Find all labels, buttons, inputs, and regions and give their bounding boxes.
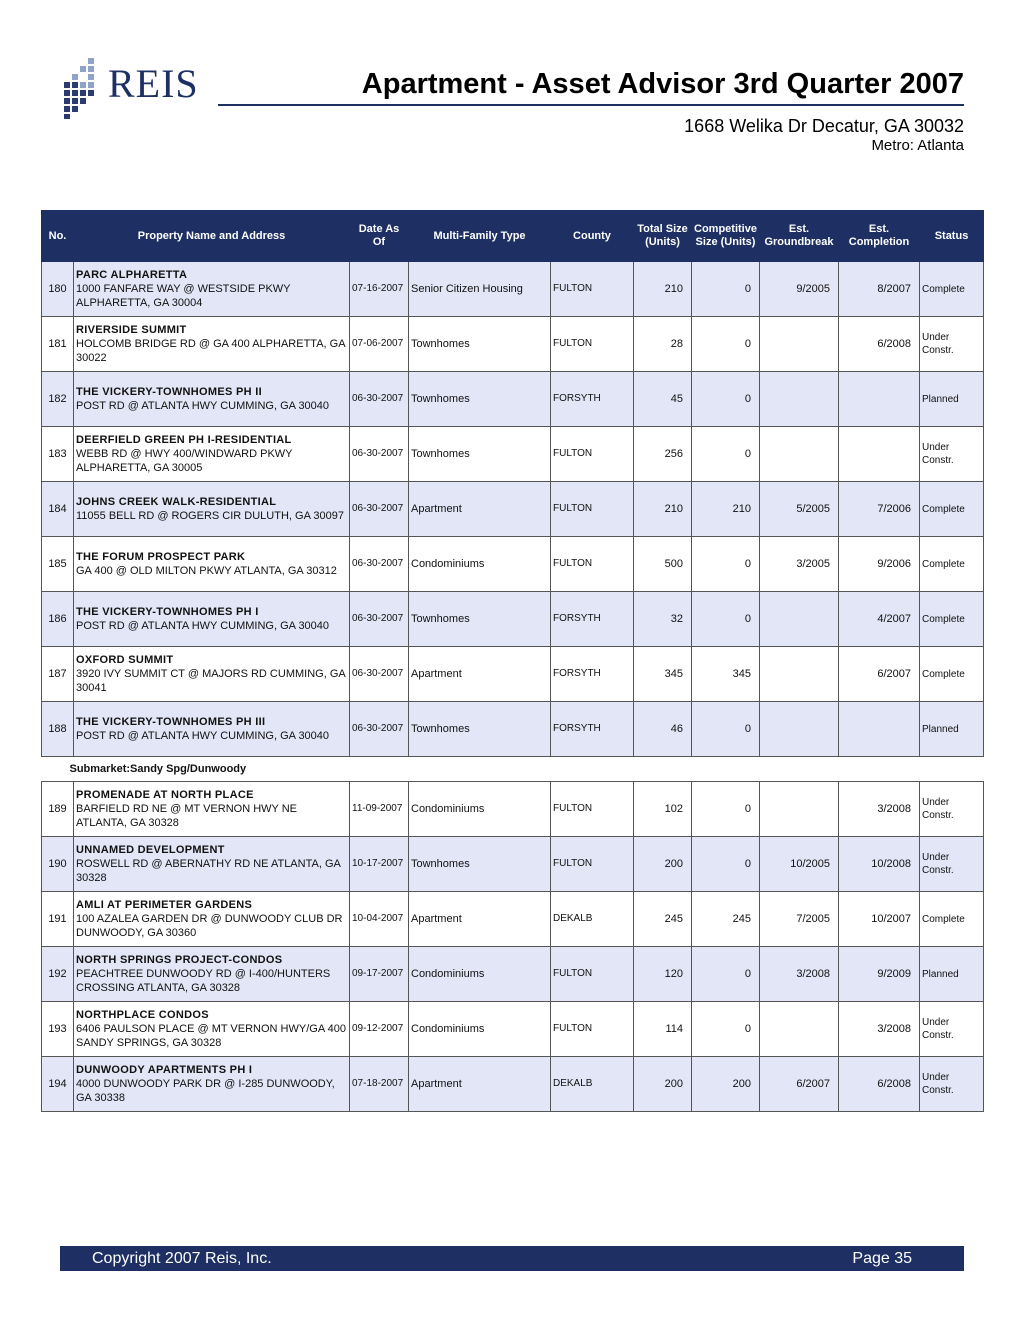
reis-logo bbox=[60, 56, 220, 120]
property-cell bbox=[74, 592, 350, 647]
county: FORSYTH bbox=[551, 647, 634, 702]
date-as-of: 06-30-2007 bbox=[350, 647, 409, 702]
multi-family-type: Condominiums bbox=[409, 537, 551, 592]
status: Under Constr. bbox=[920, 1057, 984, 1112]
competitive-size: 0 bbox=[692, 702, 760, 757]
county: FULTON bbox=[551, 317, 634, 372]
table-row bbox=[42, 592, 984, 647]
table-row bbox=[42, 1057, 984, 1112]
est-groundbreak bbox=[760, 427, 839, 482]
county: DEKALB bbox=[551, 1057, 634, 1112]
date-as-of: 07-16-2007 bbox=[350, 262, 409, 317]
competitive-size: 0 bbox=[692, 317, 760, 372]
table-row bbox=[42, 262, 984, 317]
county: FORSYTH bbox=[551, 702, 634, 757]
property-address: PEACHTREE DUNWOODY RD @ I-400/HUNTERS CROSSING ATLANTA, GA 30328 bbox=[76, 968, 331, 994]
table-body-a bbox=[42, 262, 984, 757]
table-row bbox=[42, 782, 984, 837]
est-groundbreak bbox=[760, 317, 839, 372]
property-address: ROSWELL RD @ ABERNATHY RD NE ATLANTA, GA 30328 bbox=[76, 858, 341, 884]
county: FORSYTH bbox=[551, 372, 634, 427]
est-groundbreak: 7/2005 bbox=[760, 892, 839, 947]
competitive-size: 0 bbox=[692, 427, 760, 482]
total-size: 200 bbox=[634, 1057, 692, 1112]
status: Under Constr. bbox=[920, 317, 984, 372]
est-completion: 10/2007 bbox=[839, 892, 920, 947]
multi-family-type: Apartment bbox=[409, 1057, 551, 1112]
table-row bbox=[42, 537, 984, 592]
date-as-of: 07-06-2007 bbox=[350, 317, 409, 372]
property-name: NORTHPLACE CONDOS bbox=[76, 1009, 209, 1021]
est-completion bbox=[839, 427, 920, 482]
property-cell bbox=[74, 1057, 350, 1112]
total-size: 114 bbox=[634, 1002, 692, 1057]
property-name: DUNWOODY APARTMENTS PH I bbox=[76, 1064, 253, 1076]
submarket-label: Submarket:Sandy Spg/Dunwoody bbox=[42, 757, 984, 782]
row-number: 183 bbox=[42, 427, 74, 482]
table-row bbox=[42, 1002, 984, 1057]
est-groundbreak: 3/2008 bbox=[760, 947, 839, 1002]
property-name: PROMENADE AT NORTH PLACE bbox=[76, 789, 254, 801]
logo-text: REIS bbox=[108, 61, 199, 106]
status: Complete bbox=[920, 592, 984, 647]
est-completion: 9/2009 bbox=[839, 947, 920, 1002]
row-number: 194 bbox=[42, 1057, 74, 1112]
col-header-total-size: Total Size (Units) bbox=[634, 211, 692, 262]
date-as-of: 07-18-2007 bbox=[350, 1057, 409, 1112]
row-number: 184 bbox=[42, 482, 74, 537]
competitive-size: 0 bbox=[692, 947, 760, 1002]
property-cell bbox=[74, 647, 350, 702]
property-address: POST RD @ ATLANTA HWY CUMMING, GA 30040 bbox=[76, 400, 330, 412]
property-address: POST RD @ ATLANTA HWY CUMMING, GA 30040 bbox=[76, 620, 330, 632]
date-as-of: 09-12-2007 bbox=[350, 1002, 409, 1057]
property-name: NORTH SPRINGS PROJECT-CONDOS bbox=[76, 954, 283, 966]
property-name: RIVERSIDE SUMMIT bbox=[76, 324, 187, 336]
page-footer bbox=[60, 1246, 964, 1271]
competitive-size: 0 bbox=[692, 782, 760, 837]
competitive-size: 0 bbox=[692, 837, 760, 892]
date-as-of: 06-30-2007 bbox=[350, 537, 409, 592]
est-groundbreak bbox=[760, 702, 839, 757]
competitive-size: 200 bbox=[692, 1057, 760, 1112]
property-cell bbox=[74, 837, 350, 892]
col-header-competitive-size: Competitive Size (Units) bbox=[692, 211, 760, 262]
reis-logo-icon bbox=[60, 56, 108, 120]
row-number: 189 bbox=[42, 782, 74, 837]
property-address: WEBB RD @ HWY 400/WINDWARD PKWY ALPHARETTA, GA 30005 bbox=[76, 448, 293, 474]
est-completion: 7/2006 bbox=[839, 482, 920, 537]
row-number: 181 bbox=[42, 317, 74, 372]
property-name: JOHNS CREEK WALK-RESIDENTIAL bbox=[76, 496, 277, 508]
header-rule bbox=[218, 104, 964, 106]
est-completion: 9/2006 bbox=[839, 537, 920, 592]
total-size: 345 bbox=[634, 647, 692, 702]
est-groundbreak: 9/2005 bbox=[760, 262, 839, 317]
table-row bbox=[42, 427, 984, 482]
row-number: 180 bbox=[42, 262, 74, 317]
page-number: Page 35 bbox=[852, 1250, 912, 1267]
property-name: UNNAMED DEVELOPMENT bbox=[76, 844, 225, 856]
status: Complete bbox=[920, 537, 984, 592]
date-as-of: 06-30-2007 bbox=[350, 702, 409, 757]
multi-family-type: Apartment bbox=[409, 482, 551, 537]
col-header-property: Property Name and Address bbox=[74, 211, 350, 262]
est-completion: 6/2008 bbox=[839, 317, 920, 372]
row-number: 192 bbox=[42, 947, 74, 1002]
property-cell bbox=[74, 892, 350, 947]
status: Under Constr. bbox=[920, 1002, 984, 1057]
multi-family-type: Townhomes bbox=[409, 702, 551, 757]
col-header-groundbreak: Est. Groundbreak bbox=[760, 211, 839, 262]
status: Complete bbox=[920, 482, 984, 537]
est-groundbreak bbox=[760, 782, 839, 837]
county: FULTON bbox=[551, 837, 634, 892]
property-cell bbox=[74, 782, 350, 837]
est-groundbreak bbox=[760, 647, 839, 702]
property-name: THE VICKERY-TOWNHOMES PH I bbox=[76, 606, 259, 618]
property-address: 1000 FANFARE WAY @ WESTSIDE PKWY ALPHARETTA, GA 30004 bbox=[76, 283, 291, 309]
county: FULTON bbox=[551, 262, 634, 317]
est-completion bbox=[839, 702, 920, 757]
total-size: 210 bbox=[634, 482, 692, 537]
county: DEKALB bbox=[551, 892, 634, 947]
date-as-of: 10-04-2007 bbox=[350, 892, 409, 947]
multi-family-type: Townhomes bbox=[409, 372, 551, 427]
multi-family-type: Condominiums bbox=[409, 1002, 551, 1057]
date-as-of: 06-30-2007 bbox=[350, 482, 409, 537]
table-row bbox=[42, 317, 984, 372]
date-as-of: 06-30-2007 bbox=[350, 592, 409, 647]
county: FULTON bbox=[551, 427, 634, 482]
property-cell bbox=[74, 317, 350, 372]
table-row bbox=[42, 482, 984, 537]
property-name: AMLI AT PERIMETER GARDENS bbox=[76, 899, 253, 911]
property-name: DEERFIELD GREEN PH I-RESIDENTIAL bbox=[76, 434, 292, 446]
county: FULTON bbox=[551, 782, 634, 837]
row-number: 190 bbox=[42, 837, 74, 892]
property-cell bbox=[74, 1002, 350, 1057]
property-address: 11055 BELL RD @ ROGERS CIR DULUTH, GA 30097 bbox=[76, 510, 344, 522]
property-address: BARFIELD RD NE @ MT VERNON HWY NE ATLANTA, GA 30328 bbox=[76, 803, 298, 829]
property-cell bbox=[74, 537, 350, 592]
total-size: 200 bbox=[634, 837, 692, 892]
total-size: 210 bbox=[634, 262, 692, 317]
competitive-size: 245 bbox=[692, 892, 760, 947]
col-header-status: Status bbox=[920, 211, 984, 262]
col-header-county: County bbox=[551, 211, 634, 262]
est-completion: 8/2007 bbox=[839, 262, 920, 317]
est-groundbreak bbox=[760, 1002, 839, 1057]
county: FULTON bbox=[551, 947, 634, 1002]
property-name: THE VICKERY-TOWNHOMES PH II bbox=[76, 386, 262, 398]
table-row bbox=[42, 837, 984, 892]
property-name: THE FORUM PROSPECT PARK bbox=[76, 551, 246, 563]
est-completion: 6/2007 bbox=[839, 647, 920, 702]
table-body-b bbox=[42, 782, 984, 1112]
total-size: 45 bbox=[634, 372, 692, 427]
est-completion: 3/2008 bbox=[839, 1002, 920, 1057]
competitive-size: 0 bbox=[692, 592, 760, 647]
county: FULTON bbox=[551, 1002, 634, 1057]
property-address: POST RD @ ATLANTA HWY CUMMING, GA 30040 bbox=[76, 730, 330, 742]
est-groundbreak: 6/2007 bbox=[760, 1057, 839, 1112]
property-cell bbox=[74, 427, 350, 482]
status: Under Constr. bbox=[920, 427, 984, 482]
county: FULTON bbox=[551, 482, 634, 537]
copyright-text: Copyright 2007 Reis, Inc. bbox=[92, 1250, 272, 1267]
competitive-size: 0 bbox=[692, 262, 760, 317]
subject-address: 1668 Welika Dr Decatur, GA 30032 bbox=[684, 116, 964, 136]
status: Planned bbox=[920, 702, 984, 757]
est-completion: 6/2008 bbox=[839, 1057, 920, 1112]
multi-family-type: Townhomes bbox=[409, 317, 551, 372]
property-cell bbox=[74, 947, 350, 1002]
total-size: 500 bbox=[634, 537, 692, 592]
properties-table bbox=[41, 210, 984, 1112]
est-groundbreak bbox=[760, 372, 839, 427]
est-completion: 3/2008 bbox=[839, 782, 920, 837]
table-row bbox=[42, 702, 984, 757]
property-address: 3920 IVY SUMMIT CT @ MAJORS RD CUMMING, GA 30041 bbox=[76, 668, 346, 694]
status: Complete bbox=[920, 647, 984, 702]
multi-family-type: Apartment bbox=[409, 647, 551, 702]
page-title: Apartment - Asset Advisor 3rd Quarter 2007 bbox=[361, 68, 964, 100]
status: Under Constr. bbox=[920, 782, 984, 837]
col-header-no: No. bbox=[42, 211, 74, 262]
est-completion bbox=[839, 372, 920, 427]
row-number: 191 bbox=[42, 892, 74, 947]
est-completion: 4/2007 bbox=[839, 592, 920, 647]
county: FULTON bbox=[551, 537, 634, 592]
table-row bbox=[42, 892, 984, 947]
status: Under Constr. bbox=[920, 837, 984, 892]
property-name: THE VICKERY-TOWNHOMES PH III bbox=[76, 716, 266, 728]
multi-family-type: Condominiums bbox=[409, 782, 551, 837]
property-cell bbox=[74, 372, 350, 427]
table-row bbox=[42, 647, 984, 702]
property-address: HOLCOMB BRIDGE RD @ GA 400 ALPHARETTA, GA 30022 bbox=[76, 338, 345, 364]
property-cell bbox=[74, 262, 350, 317]
metro-label: Metro: Atlanta bbox=[871, 137, 964, 154]
competitive-size: 345 bbox=[692, 647, 760, 702]
date-as-of: 06-30-2007 bbox=[350, 427, 409, 482]
date-as-of: 11-09-2007 bbox=[350, 782, 409, 837]
multi-family-type: Senior Citizen Housing bbox=[409, 262, 551, 317]
property-name: PARC ALPHARETTA bbox=[76, 269, 188, 281]
col-header-completion: Est. Completion bbox=[839, 211, 920, 262]
property-address: GA 400 @ OLD MILTON PKWY ATLANTA, GA 30312 bbox=[76, 565, 337, 577]
total-size: 120 bbox=[634, 947, 692, 1002]
row-number: 182 bbox=[42, 372, 74, 427]
col-header-type: Multi-Family Type bbox=[409, 211, 551, 262]
property-cell bbox=[74, 482, 350, 537]
status: Planned bbox=[920, 947, 984, 1002]
row-number: 185 bbox=[42, 537, 74, 592]
status: Planned bbox=[920, 372, 984, 427]
total-size: 46 bbox=[634, 702, 692, 757]
county: FORSYTH bbox=[551, 592, 634, 647]
table-row bbox=[42, 947, 984, 1002]
status: Complete bbox=[920, 262, 984, 317]
date-as-of: 09-17-2007 bbox=[350, 947, 409, 1002]
property-address: 100 AZALEA GARDEN DR @ DUNWOODY CLUB DR DUNWOODY, GA 30360 bbox=[76, 913, 343, 939]
property-address: 4000 DUNWOODY PARK DR @ I-285 DUNWOODY, GA 30338 bbox=[76, 1078, 335, 1104]
submarket-row bbox=[42, 757, 984, 782]
multi-family-type: Townhomes bbox=[409, 837, 551, 892]
est-groundbreak: 3/2005 bbox=[760, 537, 839, 592]
total-size: 256 bbox=[634, 427, 692, 482]
row-number: 188 bbox=[42, 702, 74, 757]
row-number: 186 bbox=[42, 592, 74, 647]
property-cell bbox=[74, 702, 350, 757]
total-size: 32 bbox=[634, 592, 692, 647]
property-name: OXFORD SUMMIT bbox=[76, 654, 174, 666]
row-number: 187 bbox=[42, 647, 74, 702]
total-size: 102 bbox=[634, 782, 692, 837]
competitive-size: 0 bbox=[692, 372, 760, 427]
date-as-of: 06-30-2007 bbox=[350, 372, 409, 427]
est-groundbreak: 5/2005 bbox=[760, 482, 839, 537]
multi-family-type: Townhomes bbox=[409, 427, 551, 482]
competitive-size: 210 bbox=[692, 482, 760, 537]
multi-family-type: Apartment bbox=[409, 892, 551, 947]
table-row bbox=[42, 372, 984, 427]
property-address: 6406 PAULSON PLACE @ MT VERNON HWY/GA 400 SANDY SPRINGS, GA 30328 bbox=[76, 1023, 346, 1049]
est-groundbreak bbox=[760, 592, 839, 647]
row-number: 193 bbox=[42, 1002, 74, 1057]
multi-family-type: Townhomes bbox=[409, 592, 551, 647]
total-size: 28 bbox=[634, 317, 692, 372]
competitive-size: 0 bbox=[692, 537, 760, 592]
submarket-section bbox=[42, 757, 984, 782]
total-size: 245 bbox=[634, 892, 692, 947]
date-as-of: 10-17-2007 bbox=[350, 837, 409, 892]
est-groundbreak: 10/2005 bbox=[760, 837, 839, 892]
table-header-row bbox=[42, 211, 984, 262]
competitive-size: 0 bbox=[692, 1002, 760, 1057]
col-header-date: Date As Of bbox=[350, 211, 409, 262]
status: Complete bbox=[920, 892, 984, 947]
multi-family-type: Condominiums bbox=[409, 947, 551, 1002]
est-completion: 10/2008 bbox=[839, 837, 920, 892]
